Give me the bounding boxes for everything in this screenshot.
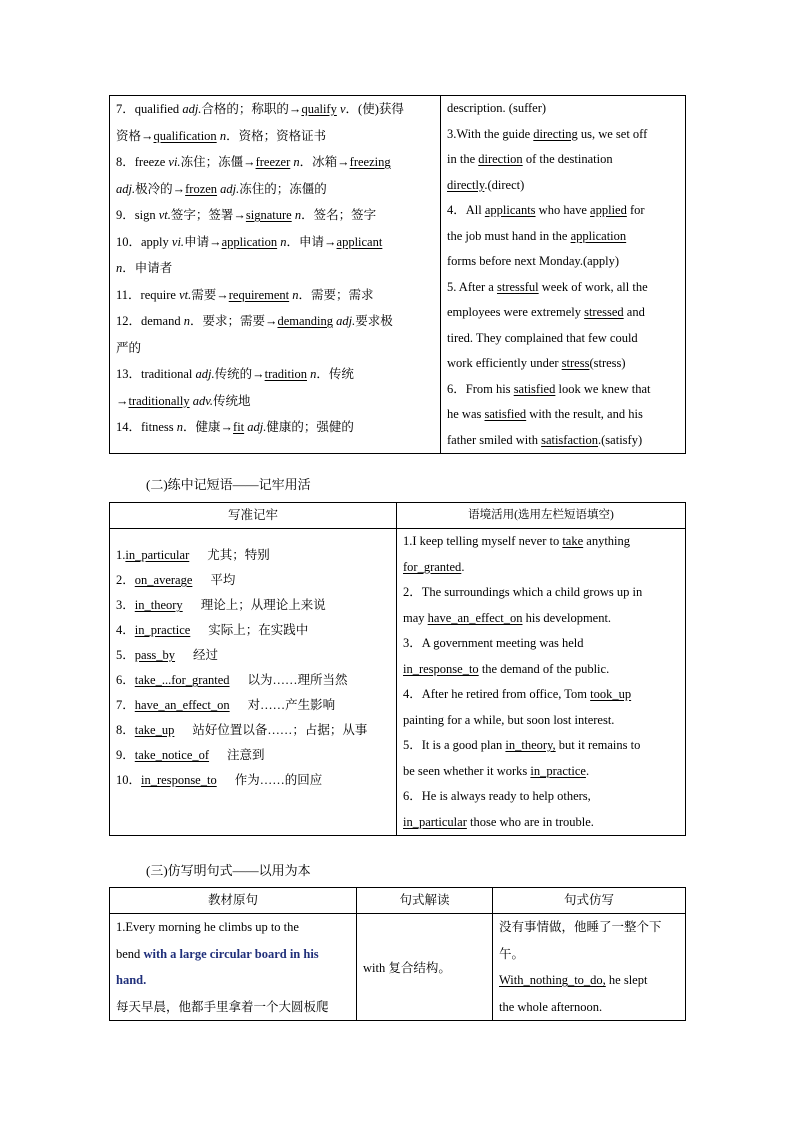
text-span: n — [116, 261, 123, 275]
answer-blank: frozen — [185, 181, 218, 196]
text-line — [447, 428, 679, 454]
text-span: adj. — [336, 314, 356, 328]
text-span: 6．He is always ready to help others, — [403, 789, 591, 803]
answer-blank: traditionally — [128, 393, 190, 408]
text-span: employees were extremely — [447, 305, 585, 319]
text-line — [116, 202, 434, 229]
text-span: be seen whether it works — [403, 763, 531, 778]
text-span: adv. — [192, 393, 213, 408]
phrase-meaning: 作为……的回应 — [234, 773, 323, 787]
text-span: 1.I keep telling myself never to — [403, 534, 563, 548]
text-span: those who are in trouble. — [466, 814, 594, 829]
phrase-number: 4． — [116, 623, 135, 637]
text-span: ．冰箱→ — [299, 155, 350, 169]
patterns-header-original: 教材原句 — [110, 888, 357, 914]
text-span: vi. — [171, 234, 185, 249]
text-span: ．需要；需求 — [298, 287, 374, 302]
pattern-analysis: with 复合结构。 — [363, 961, 451, 975]
text-line — [116, 388, 434, 415]
answer-blank: stressful — [496, 279, 539, 294]
text-line — [447, 122, 679, 148]
text-line — [116, 335, 434, 362]
text-line — [403, 784, 679, 810]
phrases-header-right: 语境活用(选用左栏短语填空) — [397, 503, 686, 529]
list-item — [116, 718, 390, 743]
phrase-meaning: 实际上；在实践中 — [208, 623, 309, 637]
text-span: 没有事情做，他睡了一整个下 — [499, 920, 662, 934]
phrase-number: 7． — [116, 698, 135, 712]
phrases-right-cell — [397, 529, 686, 836]
word-forms-left — [116, 96, 434, 441]
phrase-number: 5． — [116, 648, 135, 662]
text-span: (stress) — [589, 356, 626, 370]
answer-blank: took_up — [590, 687, 632, 701]
text-line — [403, 555, 679, 581]
text-span: 冻住的；冻僵的 — [239, 181, 327, 196]
text-span: 健康的；强健的 — [266, 420, 354, 434]
text-span: 14．fitness — [116, 420, 177, 434]
text-span: n — [294, 208, 302, 222]
phrase-meaning: 以为……理所当然 — [247, 673, 348, 687]
answer-blank: in_response_to — [403, 661, 479, 676]
phrase-answer: pass_by — [134, 648, 176, 662]
word-forms-table — [109, 95, 686, 454]
table-row — [110, 503, 686, 529]
answer-blank: requirement — [228, 287, 290, 302]
text-line — [403, 708, 679, 734]
phrase-answer: on_average — [134, 573, 193, 587]
text-line — [447, 402, 679, 428]
text-span: forms before next Monday.(apply) — [447, 254, 620, 268]
text-line — [116, 361, 434, 388]
list-item — [116, 593, 390, 618]
phrases-table — [109, 502, 686, 836]
phrase-meaning: 尤其；特别 — [207, 548, 270, 562]
text-line — [403, 810, 679, 836]
text-span: 6．From his — [447, 381, 514, 396]
patterns-header-imitation: 句式仿写 — [493, 888, 686, 914]
patterns-imitation-cell — [493, 914, 686, 1021]
answer-blank: stressed — [584, 305, 624, 319]
text-line — [447, 300, 679, 326]
answer-blank: signature — [245, 208, 292, 222]
text-span: 1.Every morning he climbs up to the — [116, 920, 299, 934]
text-span: the demand of the public. — [478, 661, 610, 676]
answer-blank: demanding — [277, 314, 334, 328]
text-line — [403, 682, 679, 708]
sentence-patterns-table — [109, 887, 686, 1021]
text-span: in the — [447, 152, 479, 166]
text-span: 要求极 — [355, 314, 393, 328]
text-line — [403, 759, 679, 785]
answer-blank: stress — [561, 356, 590, 370]
text-span: the whole afternoon. — [499, 999, 603, 1014]
text-span: n — [310, 367, 317, 381]
text-span: 极冷的→ — [135, 181, 186, 196]
answer-blank: have_an_effect_on — [427, 610, 523, 625]
table-row — [110, 96, 686, 454]
text-span: vt. — [179, 287, 192, 302]
phrase-number: 6． — [116, 673, 135, 687]
phrase-meaning: 站好位置以备……；占据；从事 — [192, 723, 368, 737]
list-item — [116, 543, 390, 568]
text-span: 需要→ — [191, 287, 229, 302]
phrase-number: 2． — [116, 573, 135, 587]
text-line — [116, 282, 434, 309]
text-span: vt. — [158, 208, 171, 222]
text-span: n — [219, 128, 227, 143]
text-span: 资格→ — [116, 128, 154, 143]
text-line — [499, 967, 679, 994]
text-span: 4．After he retired from office, Tom — [403, 687, 591, 701]
text-span: bend — [116, 946, 144, 961]
text-span: n — [292, 287, 299, 302]
text-line — [403, 657, 679, 683]
phrase-number: 10． — [116, 773, 142, 787]
phrase-number: 8． — [116, 723, 135, 737]
text-line — [403, 580, 679, 606]
text-span: ．健康→ — [183, 420, 234, 434]
text-line — [116, 414, 434, 441]
text-span: 每天早晨，他都手里拿着一个大圆板爬 — [116, 999, 329, 1014]
text-span: . — [585, 763, 590, 778]
text-line — [447, 249, 679, 275]
text-span: 8．freeze — [116, 155, 169, 169]
text-span: ．签名；签字 — [301, 208, 377, 222]
answer-blank: directing — [533, 126, 578, 141]
answer-blank: fit — [233, 420, 245, 434]
answer-blank: tradition — [264, 367, 307, 381]
list-item — [116, 693, 390, 718]
text-span: adj. — [182, 102, 202, 116]
text-span: and — [623, 305, 645, 319]
text-span: but it remains to — [555, 738, 641, 752]
patterns-original-cell — [110, 914, 357, 1021]
text-span: ．传统 — [316, 367, 354, 381]
phrase-sentences — [403, 529, 679, 835]
text-span: adj. — [247, 420, 267, 434]
text-span: .(satisfy) — [598, 432, 643, 447]
phrase-number: 1. — [116, 548, 126, 562]
phrase-meaning: 对……产生影响 — [247, 698, 336, 712]
text-span: n — [280, 234, 287, 249]
text-span: vi. — [168, 155, 181, 169]
text-span: 4．All — [447, 203, 485, 217]
text-span: n — [176, 420, 184, 434]
text-span: 7．qualified — [116, 102, 183, 116]
text-span: 3．A government meeting was held — [403, 636, 584, 650]
list-item — [116, 743, 390, 768]
text-span: ．(使)获得 — [345, 102, 404, 116]
text-span: 2．The surroundings which a child grows up in — [403, 585, 643, 599]
text-line — [499, 994, 679, 1021]
word-forms-left-cell — [110, 96, 441, 454]
answer-blank: applied — [590, 203, 627, 217]
answer-blank: satisfaction — [541, 432, 599, 447]
table-row — [110, 529, 686, 836]
text-line — [116, 96, 434, 123]
text-line — [447, 275, 679, 301]
answer-blank: take — [562, 534, 584, 548]
text-span: 严的 — [116, 340, 142, 355]
text-line — [403, 733, 679, 759]
text-span: with the result, and his — [526, 407, 643, 421]
patterns-analysis-cell — [357, 914, 493, 1021]
list-item — [116, 568, 390, 593]
text-span: us, we set off — [577, 126, 648, 141]
phrase-number: 9． — [116, 748, 135, 762]
text-line — [403, 606, 679, 632]
answer-blank: direction — [478, 152, 523, 166]
phrase-number: 3． — [116, 598, 135, 612]
text-line — [447, 224, 679, 250]
list-item — [116, 668, 390, 693]
answer-blank: satisfied — [484, 407, 527, 421]
word-forms-right — [447, 96, 679, 453]
text-span: 5. After a — [447, 279, 497, 294]
answer-blank: qualification — [153, 128, 217, 143]
text-span: 10．apply — [116, 234, 172, 249]
text-line — [116, 123, 434, 150]
text-span: 3.With the guide — [447, 126, 534, 141]
text-line — [447, 326, 679, 352]
text-line — [116, 994, 350, 1021]
text-span: .(direct) — [484, 177, 525, 192]
answer-blank: in_practice — [530, 763, 586, 778]
text-line — [447, 173, 679, 199]
patterns-header-analysis: 句式解读 — [357, 888, 493, 914]
phrase-answer: in_particular — [125, 548, 190, 562]
section-2-title: (二)练中记短语——记牢用活 — [146, 477, 311, 492]
answer-blank: in_theory, — [505, 738, 556, 752]
phrase-answer: in_practice — [134, 623, 191, 637]
text-line — [403, 631, 679, 657]
text-span: may — [403, 610, 428, 625]
text-span: he was — [447, 407, 485, 421]
text-line — [116, 149, 434, 176]
answer-blank: applicant — [336, 234, 383, 249]
highlighted-text: with a large circular board in his — [143, 946, 319, 961]
phrases-left-cell — [110, 529, 397, 836]
text-span: . — [461, 559, 465, 574]
text-span: the job must hand in the — [447, 228, 571, 243]
text-line — [447, 147, 679, 173]
text-span: who have — [535, 203, 591, 217]
phrases-header-left: 写准记牢 — [110, 503, 397, 529]
text-span: ．资格；资格证书 — [226, 128, 327, 143]
text-span: his development. — [522, 610, 612, 625]
text-span: anything — [583, 534, 631, 548]
list-item — [116, 643, 390, 668]
phrase-meaning: 经过 — [193, 648, 219, 662]
imitation-sentence — [499, 914, 679, 1020]
text-line — [447, 377, 679, 403]
phrase-answer: take_notice_of — [134, 748, 210, 762]
text-line — [403, 529, 679, 555]
phrase-meaning: 注意到 — [227, 748, 265, 762]
text-span: n — [183, 314, 190, 328]
phrase-answer: in_theory — [134, 598, 183, 612]
phrase-list — [116, 529, 390, 793]
text-line — [116, 176, 434, 203]
answer-blank: With_nothing_to_do, — [499, 973, 606, 987]
table-row — [110, 914, 686, 1021]
text-span: look we knew that — [555, 381, 651, 396]
answer-blank: freezer — [255, 155, 291, 169]
phrase-answer: take_up — [134, 723, 175, 737]
section-3-title: (三)仿写明句式——以用为本 — [146, 863, 311, 878]
text-line — [447, 96, 679, 122]
text-span: 签字；签署→ — [170, 208, 246, 222]
text-span: ．申请者 — [122, 261, 173, 275]
text-span: week of work, all the — [538, 279, 648, 294]
text-span: of the destination — [522, 152, 613, 166]
highlighted-text: hand. — [116, 973, 147, 987]
text-span: 11．require — [116, 287, 180, 302]
text-span: painting for a while, but soon lost interest. — [403, 712, 615, 727]
answer-blank: applicants — [484, 203, 536, 217]
text-span: 5．It is a good plan — [403, 738, 506, 752]
text-span: 传统地 — [212, 393, 251, 408]
answer-blank: directly — [447, 177, 485, 192]
answer-blank: application — [570, 228, 627, 243]
list-item — [116, 618, 390, 643]
answer-blank: freezing — [349, 155, 391, 169]
text-span: 申请→ — [184, 234, 222, 249]
original-sentence — [116, 914, 350, 1020]
text-line — [116, 229, 434, 256]
text-span: 13．traditional — [116, 367, 196, 381]
text-span: adj. — [116, 181, 136, 196]
text-line — [447, 351, 679, 377]
list-item — [116, 768, 390, 793]
answer-blank: in_particular — [403, 814, 467, 829]
phrase-meaning: 平均 — [210, 573, 236, 587]
phrase-answer: in_response_to — [141, 773, 217, 787]
text-span: 合格的；称职的→ — [201, 102, 302, 116]
phrase-answer: take_...for_granted — [134, 673, 230, 687]
text-line — [116, 914, 350, 941]
text-span: 9．sign — [116, 208, 159, 222]
text-line — [116, 967, 350, 994]
word-forms-right-cell — [441, 96, 686, 454]
text-span: for — [626, 203, 645, 217]
text-span: description. (suffer) — [447, 101, 547, 115]
text-line — [116, 941, 350, 968]
text-line — [116, 308, 434, 335]
text-span: ．申请→ — [286, 234, 337, 249]
text-span: he slept — [605, 973, 648, 987]
table-row — [110, 888, 686, 914]
text-line — [499, 914, 679, 941]
answer-blank: qualify — [301, 102, 337, 116]
phrase-meaning: 理论上；从理论上来说 — [200, 598, 326, 612]
text-span: 冻住；冻僵→ — [180, 155, 256, 169]
text-span: 12．demand — [116, 314, 184, 328]
answer-blank: for_granted — [403, 559, 462, 574]
text-span: work efficiently under — [447, 356, 562, 370]
text-span: 午。 — [499, 946, 525, 961]
text-span: 传统的→ — [214, 367, 265, 381]
text-span: n — [293, 155, 300, 169]
text-span: → — [116, 393, 129, 408]
text-span: adj. — [195, 367, 215, 381]
text-span: v — [339, 102, 346, 116]
text-line — [447, 198, 679, 224]
text-span: adj. — [220, 181, 240, 196]
text-line — [499, 941, 679, 968]
text-line — [116, 255, 434, 282]
answer-blank: satisfied — [513, 381, 556, 396]
answer-blank: application — [221, 234, 278, 249]
text-span: father smiled with — [447, 432, 542, 447]
text-span: ．要求；需要→ — [189, 314, 278, 328]
text-span: tired. They complained that few could — [447, 330, 638, 345]
phrase-answer: have_an_effect_on — [134, 698, 230, 712]
